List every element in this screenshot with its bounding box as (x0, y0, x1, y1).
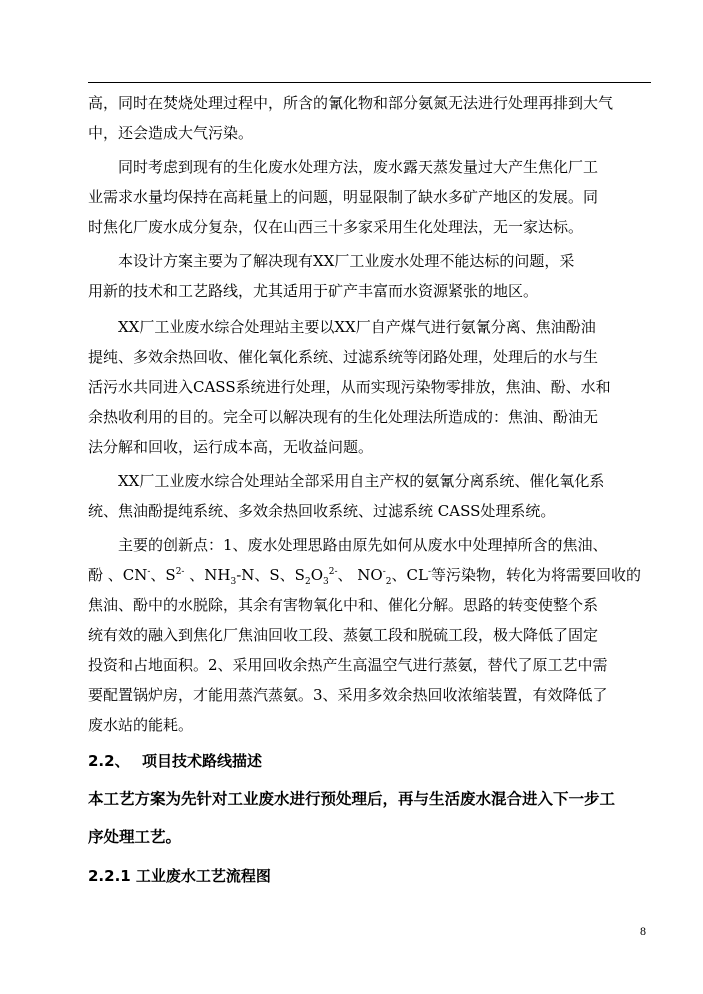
text-line: XX厂工业废水综合处理站全部采用自主产权的氨氰分离系统、催化氧化系 (118, 472, 605, 490)
page-number: 8 (640, 924, 646, 938)
section-heading (88, 744, 651, 778)
subscript: 3 (230, 577, 237, 587)
text-fragment: O (310, 566, 323, 584)
text-line: 废水站的能耗。 (88, 716, 194, 734)
text-line: 时焦化厂废水成分复杂，仅在山西三十多家采用生化处理法，无一家达标。 (88, 218, 584, 236)
superscript: - (427, 567, 431, 577)
superscript: - (147, 567, 151, 577)
superscript: 2- (175, 567, 185, 577)
text-line: 中，还会造成大气污染。 (88, 124, 254, 142)
section-title: 项目技术路线描述 (142, 752, 263, 770)
text-line: 主要的创新点：1、废水处理思路由原先如何从废水中处理掉所含的焦油、 (118, 536, 608, 554)
text-fragment: 、CL (391, 566, 428, 584)
superscript: - (382, 567, 386, 577)
subsection-heading: 2.2.1 工业废水工艺流程图 (88, 867, 271, 885)
text-line: 要配置锅炉房，才能用蒸汽蒸氨。3、采用多效余热回收浓缩装置，有效降低了 (88, 686, 608, 704)
bold-paragraph (88, 780, 651, 856)
text-line: 用新的技术和工艺路线，尤其适用于矿产丰富而水资源紧张的地区。 (88, 282, 539, 300)
section-number: 2.2、 (88, 752, 130, 770)
document-body (88, 88, 651, 894)
text-line: XX厂工业废水综合处理站主要以XX厂自产煤气进行氨氰分离、焦油酚油 (118, 318, 596, 336)
text-fragment: 、S (150, 566, 176, 584)
text-line: 同时考虑到现有的生化废水处理方法，废水露天蒸发量过大产生焦化厂工 (118, 158, 599, 176)
text-line: 统有效的融入到焦化厂焦油回收工段、蒸氨工段和脱硫工段，极大降低了固定 (88, 626, 599, 644)
text-fragment: -N、S、S (236, 566, 305, 584)
text-line: 提纯、多效余热回收、催化氧化系统、过滤系统等闭路处理，处理后的水与生 (88, 348, 599, 366)
text-line: 本工艺方案为先针对工业废水进行预处理后，再与生活废水混合进入下一步工 (88, 790, 616, 808)
paragraph-3 (88, 246, 651, 306)
text-line: 统、焦油酚提纯系统、多效余热回收系统、过滤系统 CASS处理系统。 (88, 502, 556, 520)
text-line: 法分解和回收，运行成本高，无收益问题。 (88, 438, 374, 456)
paragraph-5 (88, 466, 651, 526)
text-line: 高，同时在焚烧处理过程中，所含的氰化物和部分氨氮无法进行处理再排到大气 (88, 94, 614, 112)
paragraph-2 (88, 152, 651, 242)
superscript: 2- (328, 567, 338, 577)
text-line: 序处理工艺。 (88, 828, 182, 846)
subscript: 2 (304, 577, 311, 587)
formula-line (88, 560, 651, 590)
text-line: 业需求水量均保持在高耗量上的问题，明显限制了缺水多矿产地区的发展。同 (88, 188, 599, 206)
subscript: 3 (323, 577, 329, 587)
text-fragment: 等污染物，转化为将需要回收的 (431, 566, 642, 584)
paragraph-1 (88, 88, 651, 148)
text-line: 活污水共同进入CASS系统进行处理，从而实现污染物零排放，焦油、酚、水和 (88, 378, 611, 396)
text-line: 本设计方案主要为了解决现有XX厂工业废水处理不能达标的问题，采 (118, 252, 575, 270)
text-fragment: 、 NO (337, 566, 383, 584)
text-fragment: 酚 、CN (88, 566, 148, 584)
paragraph-6 (88, 530, 651, 740)
text-line: 投资和占地面积。2、采用回收余热产生高温空气进行蒸氨，替代了原工艺中需 (88, 656, 608, 674)
paragraph-4 (88, 312, 651, 462)
text-line: 余热收利用的目的。完全可以解决现有的生化处理法所造成的：焦油、酚油无 (88, 408, 599, 426)
header-rule (88, 82, 651, 83)
subscript: 2 (385, 577, 392, 587)
text-line: 焦油、酚中的水脱除，其余有害物氧化中和、催化分解。思路的转变使整个系 (88, 596, 599, 614)
text-fragment: 、NH (184, 566, 231, 584)
